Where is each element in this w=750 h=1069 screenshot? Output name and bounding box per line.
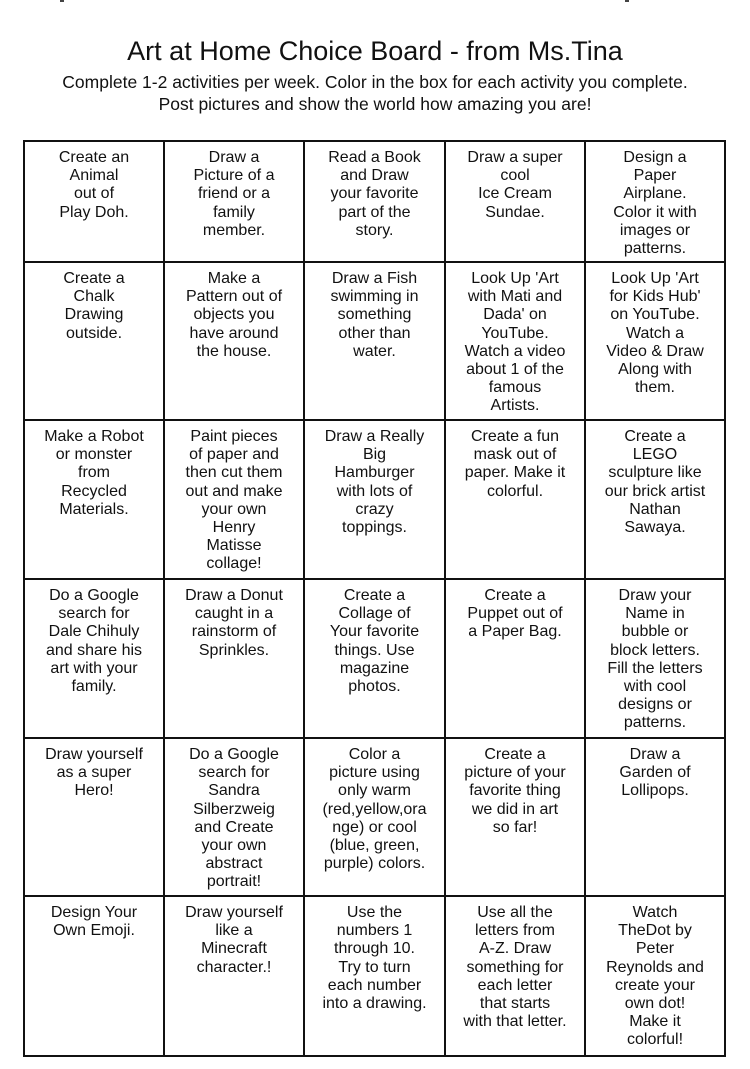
activity-cell: [305, 421, 446, 580]
activity-cell: [165, 580, 305, 739]
activity-text: Do a Google search for Sandra Silberzweig and Create your own abstract portrait!: [189, 746, 279, 891]
activity-cell: [586, 897, 724, 1055]
activity-text: Watch TheDot by Peter Reynolds and create your own dot! Make it colorful!: [606, 904, 704, 1049]
activity-text: Draw yourself as a super Hero!: [45, 746, 143, 800]
activity-text: Draw a super cool Ice Cream Sundae.: [467, 149, 563, 221]
activity-text: Draw yourself like a Minecraft character.!: [185, 904, 283, 976]
activity-text: Create an Animal out of Play Doh.: [58, 149, 130, 221]
activity-cell: [165, 739, 305, 897]
activity-cell: [446, 421, 586, 580]
activity-text: Create a Collage of Your favorite things. Use magazine photos.: [329, 587, 420, 696]
activity-text: Create a fun mask out of paper. Make it colorful.: [464, 428, 566, 500]
activity-cell: [305, 142, 446, 263]
activity-cell: [25, 739, 165, 897]
activity-cell: [446, 739, 586, 897]
activity-text: Create a Puppet out of a Paper Bag.: [467, 587, 563, 641]
activity-text: Read a Book and Draw your favorite part of the story.: [328, 149, 421, 239]
activity-text: Draw a Really Big Hamburger with lots of crazy toppings.: [324, 428, 425, 537]
activity-text: Draw a Fish swimming in something other than water.: [330, 270, 419, 360]
activity-text: Make a Pattern out of objects you have around the house.: [185, 270, 283, 360]
activity-text: Color a picture using only warm (red,yellow,ora nge) or cool (blue, green, purple) colors.: [322, 746, 427, 873]
activity-cell: [25, 897, 165, 1055]
subtitle-line-2: Post pictures and show the world how amazing you are!: [158, 94, 592, 114]
activity-text: Look Up 'Art for Kids Hub' on YouTube. Watch a Video & Draw Along with them.: [606, 270, 704, 397]
activity-cell: [305, 897, 446, 1055]
activity-cell: [586, 263, 724, 421]
activity-cell: [446, 897, 586, 1055]
activity-cell: [586, 142, 724, 263]
subtitle-line-1: Complete 1-2 activities per week. Color in the box for each activity you complete.: [62, 72, 688, 92]
activity-text: Use all the letters from A-Z. Draw something for each letter that starts with that letter.: [463, 904, 567, 1031]
activity-text: Draw your Name in bubble or block letters. Fill the letters with cool designs or patterns.: [607, 587, 703, 732]
activity-text: Draw a Garden of Lollipops.: [619, 746, 691, 800]
activity-text: Create a LEGO sculpture like our brick artist Nathan Sawaya.: [604, 428, 706, 537]
activity-cell: [25, 580, 165, 739]
activity-cell: [25, 142, 165, 263]
activity-text: Design a Paper Airplane. Color it with images or patterns.: [613, 149, 697, 258]
activity-cell: [446, 142, 586, 263]
activity-text: Paint pieces of paper and then cut them out and make your own Henry Matisse collage!: [185, 428, 283, 573]
activity-text: Design Your Own Emoji.: [50, 904, 138, 940]
activity-cell: [586, 580, 724, 739]
activity-cell: [305, 739, 446, 897]
activity-cell: [165, 897, 305, 1055]
activity-text: Create a Chalk Drawing outside.: [63, 270, 125, 342]
activity-text: Draw a Donut caught in a rainstorm of Sprinkles.: [185, 587, 283, 659]
activity-cell: [165, 263, 305, 421]
activity-cell: [25, 263, 165, 421]
activity-text: Draw a Picture of a friend or a family member.: [193, 149, 275, 239]
activity-cell: [165, 142, 305, 263]
activity-text: Make a Robot or monster from Recycled Materials.: [44, 428, 144, 518]
activity-text: Look Up 'Art with Mati and Dada' on YouTube. Watch a video about 1 of the famous Artists.: [464, 270, 566, 415]
choice-board-grid: [23, 140, 726, 1057]
activity-cell: [586, 421, 724, 580]
activity-cell: [446, 263, 586, 421]
top-edge-mark-left: [60, 0, 64, 2]
activity-text: Create a picture of your favorite thing we did in art so far!: [464, 746, 566, 836]
activity-cell: [446, 580, 586, 739]
top-edge-mark-right: [625, 0, 629, 2]
activity-cell: [165, 421, 305, 580]
activity-text: Use the numbers 1 through 10. Try to turn each number into a drawing.: [322, 904, 427, 1013]
activity-cell: [305, 580, 446, 739]
activity-cell: [305, 263, 446, 421]
activity-text: Do a Google search for Dale Chihuly and share his art with your family.: [45, 587, 143, 696]
activity-cell: [25, 421, 165, 580]
activity-cell: [586, 739, 724, 897]
page-title: Art at Home Choice Board - from Ms.Tina: [127, 36, 623, 66]
page-subtitle: [0, 71, 750, 115]
